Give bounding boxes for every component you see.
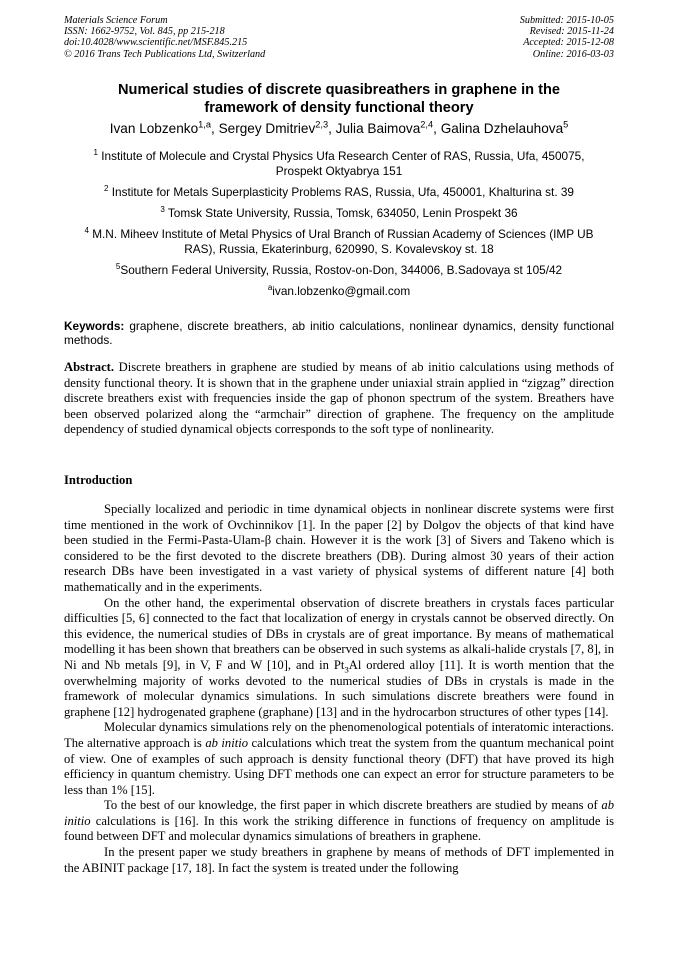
keywords-text: graphene, discrete breathers, ab initio calculations, nonlinear dynamics, density functional methods. [64,319,614,347]
affiliation-mark: 3 [160,205,165,215]
affiliation [64,263,614,278]
author-separator: , [328,121,336,136]
author-name: Galina Dzhelauhova [440,121,564,136]
paper-title [64,81,614,117]
paragraph-text: To the best of our knowledge, the first paper in which discrete breathers are studied by means of [104,798,602,813]
author-name: Ivan Lobzenko [109,121,199,136]
journal-info [64,15,265,60]
submission-dates [520,15,614,60]
paragraph-text: Molecular dynamics simulations rely on the phenomenological potentials of interatomic interactions. The alternative approach is [64,720,614,750]
online-date: Online: 2016-03-03 [532,48,614,60]
affiliation [64,185,614,200]
paragraph-text: On the other hand, the experimental observation of discrete breathers in crystals faces particular difficulties [5, 6] connected to the fact that localization of energy in crystals cannot be observed directly. On this evidence, the numerical studies of DBs in crystals are of great importance. By means of mathematical modelling it has been shown that breathers can be observed in such systems as alkali-halide crystals [7, 8], in Ni and Nb metals [9], in V, F and W [10], and in Pt [64,595,614,672]
author-list [40,120,638,138]
journal-copyright: © 2016 Trans Tech Publications Ltd, Switzerland [64,48,266,60]
author-affiliation-mark: 5 [563,119,569,130]
affiliation-mark: 4 [84,226,89,236]
affiliation-mark: 1 [93,148,98,158]
subscript: 3 [344,664,349,675]
email-address: ivan.lobzenko@gmail.com [272,284,411,298]
abstract [64,360,614,438]
paragraph-text: Al ordered alloy [11]. It is worth mention that the overwhelming majority of works devoted to the numerical studies of DBs in crystals is made in the framework of molecular dynamics simulations. In such simulations discrete breathers were found in graphene [12] hydrogenated graphene (graphane) [13] and in the hydrocarbon structures of other types [14]. [64,657,614,719]
paragraph [64,798,614,845]
affiliation-text: Institute for Metals Superplasticity Problems RAS, Russia, Ufa, 450001, Khalturina st. 39 [108,185,574,199]
affiliation [64,227,614,256]
affiliation-text: Tomsk State University, Russia, Tomsk, 634050, Lenin Prospekt 36 [164,206,518,220]
affiliation-mark: 2 [103,184,109,194]
affiliation-mark: 5 [115,262,121,272]
affiliation [64,149,614,178]
abstract-text: Discrete breathers in graphene are studied by means of ab initio calculations using methods of density functional theory. It is shown that in the graphene under uniaxial strain applied in “zigzag” direction discrete breathers exist with frequencies inside the gap of phonon spectrum of the system. Breathers have been observed polarized along the “armchair” direction of graphene. The frequency on the amplitude dependency of studied dynamical objects corresponds to the soft type of nonlinearity. [64,360,614,437]
journal-issn: ISSN: 1662-9752, Vol. 845, pp 215-218 [64,26,225,38]
author-affiliation-mark: 2,4 [420,119,434,130]
affiliation-text: Institute of Molecule and Crystal Physics Ufa Research Center of RAS, Russia, Ufa, 450075, [97,149,585,163]
paragraph-text: calculations which treat the system from the quantum mechanical point of view. One of examples of such approach is density functional theory (DFT) that have proved its high efficiency in quantum chemistry. Using DFT methods one can expect an error for structure parameters to be less than 1% [15]. [64,735,614,797]
paragraph: Specially localized and periodic in time dynamical objects in nonlinear discrete systems were first time mentioned in the work of Ovchinnikov [1]. In the paper [2] by Dolgov the objects of that kind have been studied in the Fermi-Pasta-Ulam-β chain. However it is the work [3] of Sivers and Takeno which is considered to be the first devoted to the discrete breathers (DB). During almost 30 years of their action research DBs have been investigated in a vast variety of physical systems of different nature [4] both mathematically and in the experiments. [64,502,614,594]
paragraph: In the present paper we study breathers in graphene by means of methods of DFT implemented in the ABINIT package [17, 18]. In fact the system is treated under the following [64,845,614,875]
paragraph-text: calculations is [16]. In this work the striking difference in functions of frequency on amplitude is found between DFT and molecular dynamics simulations of breathers in graphene. [64,813,614,844]
affiliation-text: Prospekt Oktyabrya 151 [275,163,403,178]
italic-term: ab initio [64,798,614,828]
email-mark: a [267,283,273,293]
keywords-label: Keywords: [64,319,125,333]
introduction-body [64,502,614,876]
revised-date: Revised: 2015-11-24 [529,26,614,38]
section-heading: Introduction [64,473,133,487]
title-line: Numerical studies of discrete quasibreathers in graphene in the [118,82,560,98]
author-affiliation-mark: 2,3 [315,119,329,130]
author-separator: , [211,121,219,136]
submitted-date: Submitted: 2015-10-05 [519,15,614,26]
accepted-date: Accepted: 2015-12-08 [523,37,614,49]
paragraph [64,720,614,798]
journal-doi: doi:10.4028/www.scientific.net/MSF.845.215 [64,37,248,49]
contact-email [64,284,614,299]
author-name: Sergey Dmitriev [218,121,316,136]
paragraph [64,596,614,721]
italic-term: ab initio [205,735,249,750]
title-line: framework of density functional theory [204,100,474,116]
affiliation-text: Southern Federal University, Russia, Rostov-on-Don, 344006, B.Sadovaya st 105/42 [120,263,563,277]
author-name: Julia Baimova [335,121,421,136]
author-affiliation-mark: 1,a [198,119,211,130]
abstract-label: Abstract. [64,360,115,374]
journal-name: Materials Science Forum [64,15,168,26]
author-separator: , [433,121,441,136]
keywords [64,319,614,347]
affiliation-text: RAS), Russia, Ekaterinburg, 620990, S. Kovalevskoy st. 18 [184,241,494,256]
affiliation-text: M.N. Miheev Institute of Metal Physics of Ural Branch of Russian Academy of Sciences (IMP UB [88,227,594,241]
affiliation [64,206,614,221]
